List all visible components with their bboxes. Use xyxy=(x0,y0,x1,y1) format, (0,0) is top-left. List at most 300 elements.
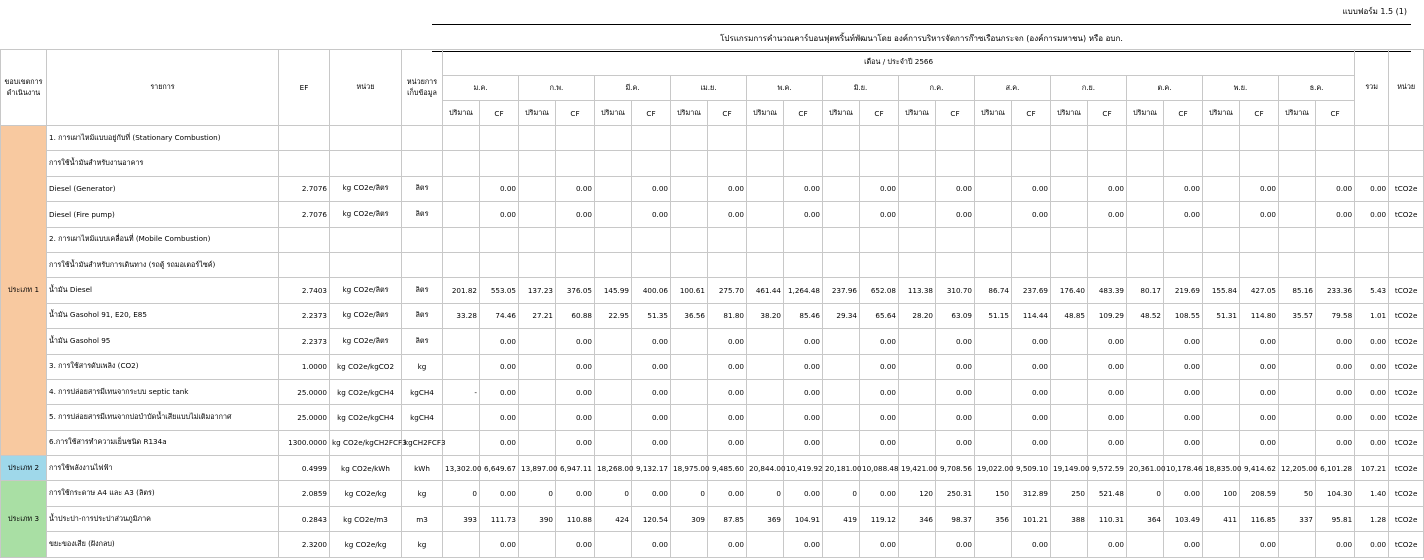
unit-value: kg CO2e/ลิตร xyxy=(330,278,402,303)
blank-cell xyxy=(1316,227,1355,252)
qty-value: 369 xyxy=(747,506,784,531)
cf-value: 1,264.48 xyxy=(784,278,823,303)
cf-value: 101.21 xyxy=(1012,506,1051,531)
blank-cell xyxy=(1279,126,1316,151)
cf-value: 0.00 xyxy=(1088,202,1127,227)
blank-cell xyxy=(1164,252,1203,277)
qty-value: 201.82 xyxy=(443,278,480,303)
month-header: ก.ย. xyxy=(1051,76,1127,101)
qty-value xyxy=(975,329,1012,354)
cf-value: 81.80 xyxy=(708,303,747,328)
blank-cell xyxy=(671,126,708,151)
table-row xyxy=(1,151,1424,176)
unit-value: kg CO2e/ลิตร xyxy=(330,303,402,328)
cf-value: 0.00 xyxy=(936,379,975,404)
blank-cell xyxy=(975,151,1012,176)
total-value: 1.28 xyxy=(1355,506,1389,531)
total-value: 107.21 xyxy=(1355,456,1389,481)
qty-value: 36.56 xyxy=(671,303,708,328)
table-row xyxy=(1,126,1424,151)
item-label: การใช้กระดาษ A4 และ A3 (ลิตร) xyxy=(47,481,279,506)
qty-value xyxy=(595,329,632,354)
qty-value xyxy=(823,430,860,455)
cf-header: CF xyxy=(632,101,671,126)
blank-cell xyxy=(860,252,899,277)
qty-value: 18,835.00 xyxy=(1203,456,1240,481)
cf-value: 0.00 xyxy=(556,532,595,557)
unit-value: kg CO2e/m3 xyxy=(330,506,402,531)
qty-value xyxy=(747,202,784,227)
cf-value: 553.05 xyxy=(480,278,519,303)
cf-value: 0.00 xyxy=(1240,329,1279,354)
cf-value: 9,708.56 xyxy=(936,456,975,481)
qty-value: 0 xyxy=(519,481,556,506)
blank-cell xyxy=(480,252,519,277)
cf-value: 0.00 xyxy=(1316,430,1355,455)
qty-value xyxy=(1051,430,1088,455)
qty-value xyxy=(519,405,556,430)
cf-value: 9,485.60 xyxy=(708,456,747,481)
qty-header: ปริมาณ xyxy=(1279,101,1316,126)
unit-cell xyxy=(330,252,402,277)
cf-value: 0.00 xyxy=(784,379,823,404)
month-header: ม.ค. xyxy=(443,76,519,101)
cf-value: 0.00 xyxy=(556,176,595,201)
blank-cell xyxy=(480,151,519,176)
qty-value xyxy=(519,430,556,455)
qty-value xyxy=(1203,202,1240,227)
cf-value: 0.00 xyxy=(860,481,899,506)
qty-value: 28.20 xyxy=(899,303,936,328)
qty-value xyxy=(1051,405,1088,430)
cf-value: 0.00 xyxy=(1088,329,1127,354)
qty-value xyxy=(899,176,936,201)
blank-cell xyxy=(556,151,595,176)
blank-cell xyxy=(1240,227,1279,252)
qty-value xyxy=(1279,202,1316,227)
cf-value: 9,414.62 xyxy=(1240,456,1279,481)
qty-value xyxy=(595,430,632,455)
blank-cell xyxy=(519,252,556,277)
cf-value: 0.00 xyxy=(632,202,671,227)
cf-value: 10,178.46 xyxy=(1164,456,1203,481)
qty-value: 29.34 xyxy=(823,303,860,328)
cf-value: 0.00 xyxy=(1088,532,1127,557)
cf-value: 0.00 xyxy=(1164,405,1203,430)
qty-value xyxy=(671,176,708,201)
blank-cell xyxy=(1316,151,1355,176)
cf-value: 0.00 xyxy=(480,329,519,354)
cf-value: 0.00 xyxy=(1316,405,1355,430)
cf-value: 0.00 xyxy=(708,176,747,201)
qty-value xyxy=(1279,176,1316,201)
qty-value xyxy=(519,176,556,201)
cf-value: 0.00 xyxy=(1164,176,1203,201)
cf-value: 233.36 xyxy=(1316,278,1355,303)
total-unit-value: tCO2e xyxy=(1389,303,1424,328)
table-row xyxy=(1,252,1424,277)
cf-value: 116.85 xyxy=(1240,506,1279,531)
qty-value xyxy=(1127,379,1164,404)
cf-value: 10,088.48 xyxy=(860,456,899,481)
qty-header: ปริมาณ xyxy=(671,101,708,126)
qty-value: - xyxy=(443,379,480,404)
qty-value xyxy=(443,430,480,455)
cf-value: 0.00 xyxy=(1012,379,1051,404)
qty-value xyxy=(519,329,556,354)
cf-value: 0.00 xyxy=(480,532,519,557)
cf-value: 0.00 xyxy=(1012,329,1051,354)
cf-value: 427.05 xyxy=(1240,278,1279,303)
item-label: น้ำประปา-การประปาส่วนภูมิภาค xyxy=(47,506,279,531)
qty-value xyxy=(1051,329,1088,354)
qty-value xyxy=(443,176,480,201)
qty-value xyxy=(519,354,556,379)
qty-value xyxy=(595,532,632,557)
cf-header: CF xyxy=(1316,101,1355,126)
table-row xyxy=(1,481,1424,506)
cf-value: 0.00 xyxy=(936,354,975,379)
cf-value: 0.00 xyxy=(708,329,747,354)
qty-value: 19,421.00 xyxy=(899,456,936,481)
total-value: 0.00 xyxy=(1355,176,1389,201)
cf-value: 0.00 xyxy=(556,379,595,404)
cf-value: 6,947.11 xyxy=(556,456,595,481)
month-header: ส.ค. xyxy=(975,76,1051,101)
qty-value xyxy=(443,354,480,379)
cf-value: 0.00 xyxy=(556,405,595,430)
qty-value xyxy=(671,354,708,379)
month-header: ก.พ. xyxy=(519,76,595,101)
qty-header: ปริมาณ xyxy=(1051,101,1088,126)
collect-unit-value: ลิตร xyxy=(402,329,443,354)
collect-unit-value: ลิตร xyxy=(402,202,443,227)
ef-cell xyxy=(279,126,330,151)
collect-unit-value: ลิตร xyxy=(402,303,443,328)
qty-value xyxy=(443,329,480,354)
blank-cell xyxy=(632,227,671,252)
cf-value: 0.00 xyxy=(784,202,823,227)
cf-value: 114.44 xyxy=(1012,303,1051,328)
blank-cell xyxy=(823,252,860,277)
cf-value: 0.00 xyxy=(784,176,823,201)
total-cell xyxy=(1355,126,1389,151)
total-unit-cell xyxy=(1389,151,1424,176)
qty-value xyxy=(519,379,556,404)
cf-value: 0.00 xyxy=(860,202,899,227)
collect-unit-value: ลิตร xyxy=(402,278,443,303)
header-month-year: เดือน / ประจำปี 2566 xyxy=(443,50,1355,76)
blank-cell xyxy=(747,252,784,277)
qty-value: 85.16 xyxy=(1279,278,1316,303)
qty-value: 86.74 xyxy=(975,278,1012,303)
qty-value xyxy=(975,430,1012,455)
cf-value: 0.00 xyxy=(860,405,899,430)
total-unit-value: tCO2e xyxy=(1389,506,1424,531)
blank-cell xyxy=(823,126,860,151)
qty-value: 309 xyxy=(671,506,708,531)
total-unit-value: tCO2e xyxy=(1389,532,1424,557)
cf-value: 0.00 xyxy=(784,329,823,354)
blank-cell xyxy=(936,252,975,277)
cf-value: 0.00 xyxy=(556,481,595,506)
cf-value: 0.00 xyxy=(632,430,671,455)
qty-value xyxy=(671,405,708,430)
cf-value: 652.08 xyxy=(860,278,899,303)
blank-cell xyxy=(708,126,747,151)
blank-cell xyxy=(747,151,784,176)
total-unit-value: tCO2e xyxy=(1389,176,1424,201)
blank-cell xyxy=(899,151,936,176)
qty-value xyxy=(975,405,1012,430)
blank-cell xyxy=(443,252,480,277)
blank-cell xyxy=(1088,252,1127,277)
month-header: พ.ค. xyxy=(747,76,823,101)
qty-value xyxy=(899,405,936,430)
ef-value: 25.0000 xyxy=(279,379,330,404)
blank-cell xyxy=(784,126,823,151)
unit-value: kg CO2e/ลิตร xyxy=(330,202,402,227)
total-cell xyxy=(1355,227,1389,252)
unit-value: kg CO2e/ลิตร xyxy=(330,329,402,354)
cf-value: 0.00 xyxy=(708,405,747,430)
cf-value: 376.05 xyxy=(556,278,595,303)
cf-value: 0.00 xyxy=(1164,532,1203,557)
cf-value: 63.09 xyxy=(936,303,975,328)
blank-cell xyxy=(975,126,1012,151)
total-value: 5.43 xyxy=(1355,278,1389,303)
qty-header: ปริมาณ xyxy=(747,101,784,126)
qty-value xyxy=(823,329,860,354)
blank-cell xyxy=(1164,227,1203,252)
collect-unit-cell xyxy=(402,126,443,151)
cf-value: 0.00 xyxy=(1316,202,1355,227)
sheet-title: โปรแกรมการคำนวณคาร์บอนฟุตพริ้นท์พัฒนาโดย องค์การบริหารจัดการก๊าซเรือนกระจก (องค์การมหาชน) หรือ อบก. xyxy=(432,24,1411,52)
cf-value: 0.00 xyxy=(480,202,519,227)
qty-value: 0 xyxy=(1127,481,1164,506)
cf-value: 0.00 xyxy=(708,354,747,379)
qty-value xyxy=(443,405,480,430)
qty-value: 137.23 xyxy=(519,278,556,303)
unit-cell xyxy=(330,151,402,176)
unit-value: kg CO2e/kgCH4 xyxy=(330,379,402,404)
qty-value xyxy=(1203,354,1240,379)
scope-group-g1: ประเภท 1 xyxy=(1,126,47,456)
qty-value: 12,205.00 xyxy=(1279,456,1316,481)
blank-cell xyxy=(1127,252,1164,277)
blank-cell xyxy=(480,126,519,151)
cf-value: 0.00 xyxy=(1088,354,1127,379)
qty-header: ปริมาณ xyxy=(823,101,860,126)
ef-value: 1300.0000 xyxy=(279,430,330,455)
total-unit-value: tCO2e xyxy=(1389,481,1424,506)
cf-value: 0.00 xyxy=(1164,354,1203,379)
collect-unit-cell xyxy=(402,227,443,252)
item-label: Diesel (Fire pump) xyxy=(47,202,279,227)
cf-header: CF xyxy=(556,101,595,126)
blank-cell xyxy=(899,227,936,252)
blank-cell xyxy=(1164,151,1203,176)
collect-unit-value: kgCH4 xyxy=(402,405,443,430)
table-row xyxy=(1,506,1424,531)
cf-value: 0.00 xyxy=(1012,532,1051,557)
cf-value: 120.54 xyxy=(632,506,671,531)
blank-cell xyxy=(556,227,595,252)
cf-value: 119.12 xyxy=(860,506,899,531)
total-value: 0.00 xyxy=(1355,430,1389,455)
scope-group-g3: ประเภท 3 xyxy=(1,481,47,557)
qty-value: 33.28 xyxy=(443,303,480,328)
unit-value: kg CO2e/kg xyxy=(330,532,402,557)
qty-value: 0 xyxy=(823,481,860,506)
table-row xyxy=(1,329,1424,354)
ef-value: 1.0000 xyxy=(279,354,330,379)
unit-value: kg CO2e/kg xyxy=(330,481,402,506)
blank-cell xyxy=(708,252,747,277)
blank-cell xyxy=(519,227,556,252)
blank-cell xyxy=(1240,151,1279,176)
header-unit: หน่วย xyxy=(330,50,402,126)
cf-value: 74.46 xyxy=(480,303,519,328)
qty-value xyxy=(899,354,936,379)
qty-header: ปริมาณ xyxy=(443,101,480,126)
blank-cell xyxy=(595,126,632,151)
qty-value xyxy=(975,202,1012,227)
qty-value: 27.21 xyxy=(519,303,556,328)
cf-value: 0.00 xyxy=(632,354,671,379)
cf-value: 0.00 xyxy=(1316,379,1355,404)
cf-value: 0.00 xyxy=(784,405,823,430)
cf-value: 0.00 xyxy=(480,430,519,455)
cf-value: 0.00 xyxy=(936,430,975,455)
qty-value xyxy=(823,202,860,227)
collect-unit-value: kWh xyxy=(402,456,443,481)
ef-value: 2.7076 xyxy=(279,176,330,201)
cf-value: 0.00 xyxy=(936,405,975,430)
collect-unit-value: kg xyxy=(402,354,443,379)
qty-value xyxy=(1051,176,1088,201)
qty-value xyxy=(747,329,784,354)
item-label: 2. การเผาไหม้แบบเคลื่อนที่ (Mobile Combustion) xyxy=(47,227,279,252)
cf-header: CF xyxy=(1240,101,1279,126)
ef-value: 2.7403 xyxy=(279,278,330,303)
total-unit-value: tCO2e xyxy=(1389,278,1424,303)
item-label: ขยะของเสีย (ฝังกลบ) xyxy=(47,532,279,557)
blank-cell xyxy=(860,126,899,151)
cf-value: 0.00 xyxy=(860,329,899,354)
blank-cell xyxy=(1279,252,1316,277)
qty-value xyxy=(1203,430,1240,455)
ef-value: 2.2373 xyxy=(279,329,330,354)
total-value: 0.00 xyxy=(1355,379,1389,404)
blank-cell xyxy=(747,227,784,252)
cf-value: 0.00 xyxy=(936,176,975,201)
cf-value: 0.00 xyxy=(936,329,975,354)
blank-cell xyxy=(1088,151,1127,176)
cf-value: 208.59 xyxy=(1240,481,1279,506)
blank-cell xyxy=(1012,252,1051,277)
qty-value xyxy=(443,532,480,557)
qty-value: 19,149.00 xyxy=(1051,456,1088,481)
cf-value: 0.00 xyxy=(1240,379,1279,404)
item-label: 5. การปล่อยสารมีเทนจากบ่อบำบัดน้ำเสียแบบไม่เติมอากาศ xyxy=(47,405,279,430)
qty-value xyxy=(1279,379,1316,404)
total-unit-value: tCO2e xyxy=(1389,202,1424,227)
cf-value: 0.00 xyxy=(480,379,519,404)
blank-cell xyxy=(1203,252,1240,277)
table-row xyxy=(1,303,1424,328)
qty-value xyxy=(1279,532,1316,557)
table-row xyxy=(1,456,1424,481)
month-header: ธ.ค. xyxy=(1279,76,1355,101)
cf-value: 6,101.28 xyxy=(1316,456,1355,481)
cf-value: 0.00 xyxy=(1240,532,1279,557)
cf-value: 0.00 xyxy=(1316,176,1355,201)
total-unit-cell xyxy=(1389,227,1424,252)
cf-header: CF xyxy=(1164,101,1203,126)
qty-value xyxy=(1203,329,1240,354)
cf-header: CF xyxy=(1012,101,1051,126)
cf-value: 0.00 xyxy=(632,481,671,506)
qty-value: 461.44 xyxy=(747,278,784,303)
cf-value: 110.88 xyxy=(556,506,595,531)
cf-value: 0.00 xyxy=(632,176,671,201)
blank-cell xyxy=(1051,126,1088,151)
cf-value: 0.00 xyxy=(708,379,747,404)
cf-header: CF xyxy=(936,101,975,126)
cf-value: 111.73 xyxy=(480,506,519,531)
ef-value: 25.0000 xyxy=(279,405,330,430)
blank-cell xyxy=(708,151,747,176)
table-row xyxy=(1,405,1424,430)
cf-value: 250.31 xyxy=(936,481,975,506)
blank-cell xyxy=(899,252,936,277)
qty-value xyxy=(747,354,784,379)
ef-value: 0.4999 xyxy=(279,456,330,481)
cf-value: 0.00 xyxy=(860,430,899,455)
total-value: 0.00 xyxy=(1355,405,1389,430)
qty-value: 18,975.00 xyxy=(671,456,708,481)
qty-value: 424 xyxy=(595,506,632,531)
item-label: การใช้น้ำมันสำหรับการเดินทาง (รถตู้ รถมอเตอร์ไซค์) xyxy=(47,252,279,277)
cf-value: 87.85 xyxy=(708,506,747,531)
qty-value xyxy=(975,532,1012,557)
blank-cell xyxy=(1088,126,1127,151)
cf-value: 0.00 xyxy=(632,532,671,557)
qty-value xyxy=(823,532,860,557)
collect-unit-value: kg xyxy=(402,532,443,557)
blank-cell xyxy=(556,126,595,151)
cf-value: 0.00 xyxy=(860,354,899,379)
month-header: ต.ค. xyxy=(1127,76,1203,101)
blank-cell xyxy=(823,151,860,176)
blank-cell xyxy=(936,151,975,176)
cf-value: 237.69 xyxy=(1012,278,1051,303)
cf-value: 0.00 xyxy=(708,202,747,227)
qty-value xyxy=(975,176,1012,201)
cf-value: 0.00 xyxy=(784,481,823,506)
qty-value: 100.61 xyxy=(671,278,708,303)
qty-value: 51.15 xyxy=(975,303,1012,328)
cf-value: 0.00 xyxy=(1088,430,1127,455)
cf-value: 0.00 xyxy=(1316,329,1355,354)
blank-cell xyxy=(1012,227,1051,252)
qty-value: 356 xyxy=(975,506,1012,531)
cf-value: 0.00 xyxy=(480,405,519,430)
qty-value: 411 xyxy=(1203,506,1240,531)
cf-value: 0.00 xyxy=(480,354,519,379)
qty-value: 19,022.00 xyxy=(975,456,1012,481)
